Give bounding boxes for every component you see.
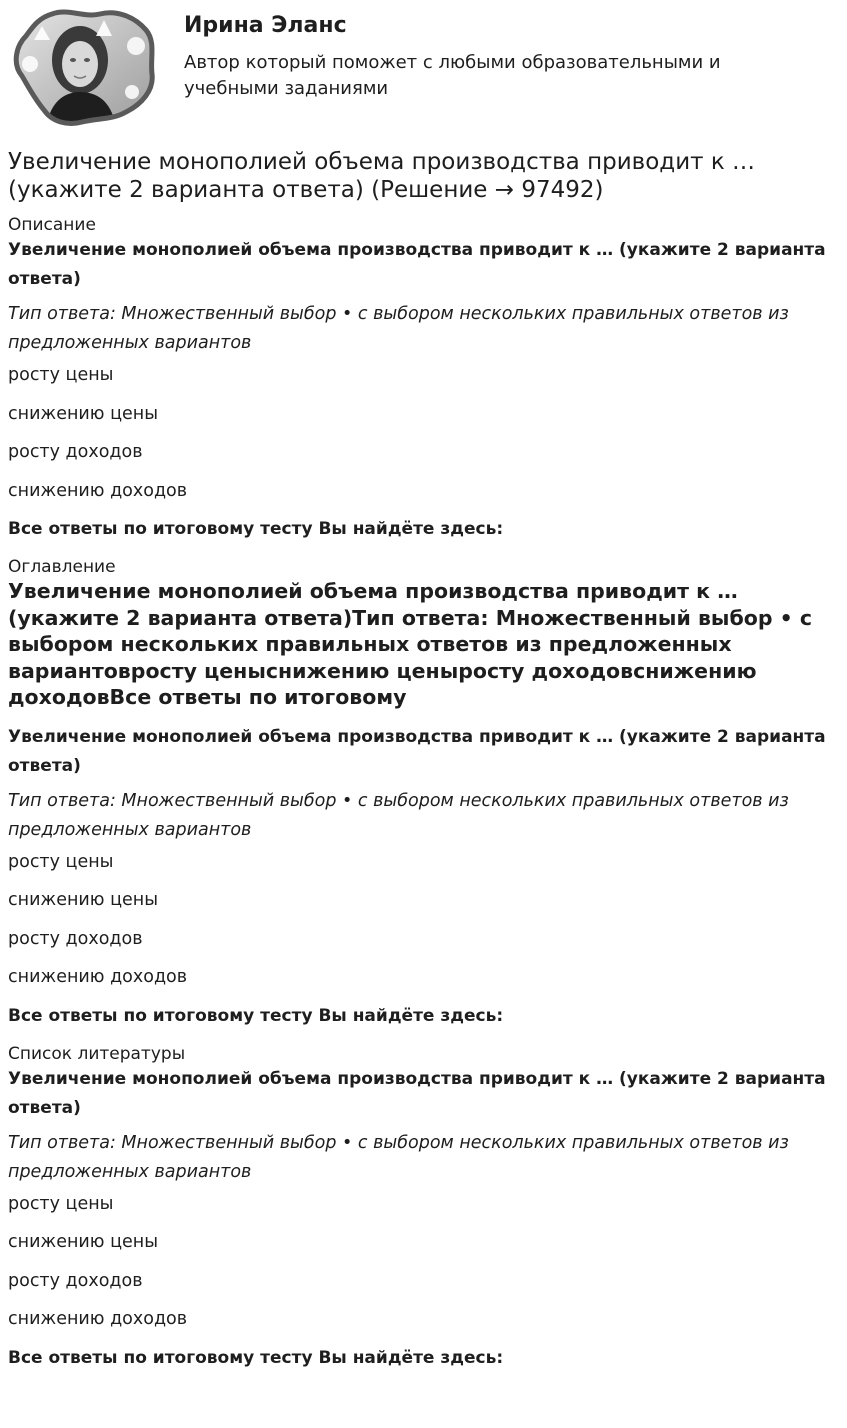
- author-description: Автор который поможет с любыми образовательными и учебными заданиями: [184, 52, 721, 99]
- answer-option: снижению доходов: [8, 967, 188, 987]
- answer-option: снижению цены: [8, 403, 159, 424]
- answer-option: снижению доходов: [8, 1309, 188, 1329]
- answer-option: снижению цены: [8, 1232, 159, 1252]
- question-title: Увеличение монополией объема производства приводит к … (укажите 2 варианта ответа): [8, 240, 826, 289]
- author-avatar[interactable]: [8, 6, 158, 128]
- question-title: Увеличение монополией объема производства приводит к … (укажите 2 варианта ответа): [8, 1068, 826, 1118]
- answer-option: снижению цены: [8, 890, 159, 910]
- section-toc: [8, 556, 839, 1027]
- section-bibliography: [8, 1043, 839, 1369]
- answer-option: росту доходов: [8, 442, 143, 462]
- answer-type: Тип ответа: Множественный выбор • с выбором нескольких правильных ответов из предложенных вариантов: [8, 790, 789, 840]
- answer-option: росту цены: [8, 365, 114, 385]
- section-label: Список литературы: [8, 1043, 186, 1064]
- author-name[interactable]: Ирина Эланс: [184, 13, 347, 38]
- answer-type: Тип ответа: Множественный выбор • с выбором нескольких правильных ответов из предложенных вариантов: [8, 304, 789, 353]
- toc-text: Увеличение монополией объема производства приводит к … (укажите 2 варианта ответа)Тип ответа: Множественный выбор • с выбором нескольких правильных ответов из предложенных вариантовросту ценыснижению ценыросту доходовснижению доходовВсе ответы по итоговому: [8, 579, 813, 709]
- page-title: Увеличение монополией объема производства приводит к … (укажите 2 варианта ответа) (Решение → 97492): [8, 149, 756, 203]
- author-header: [8, 0, 839, 140]
- section-description: [8, 214, 839, 540]
- answer-option: росту доходов: [8, 928, 143, 949]
- answer-option: снижению доходов: [8, 480, 188, 501]
- section-label: Оглавление: [8, 557, 116, 577]
- avatar-photo-icon: [8, 6, 158, 128]
- question-title: Увеличение монополией объема производства приводит к … (укажите 2 варианта ответа): [8, 726, 826, 776]
- answer-type: Тип ответа: Множественный выбор • с выбором нескольких правильных ответов из предложенных вариантов: [8, 1132, 789, 1182]
- answer-option: росту цены: [8, 851, 114, 872]
- author-info: [184, 6, 784, 102]
- all-answers-note: Все ответы по итоговому тесту Вы найдёте здесь:: [8, 1347, 504, 1368]
- answer-option: росту доходов: [8, 1270, 143, 1291]
- all-answers-note: Все ответы по итоговому тесту Вы найдёте здесь:: [8, 519, 504, 539]
- section-label: Описание: [8, 215, 96, 235]
- answer-option: росту цены: [8, 1193, 114, 1214]
- all-answers-note: Все ответы по итоговому тесту Вы найдёте здесь:: [8, 1005, 504, 1026]
